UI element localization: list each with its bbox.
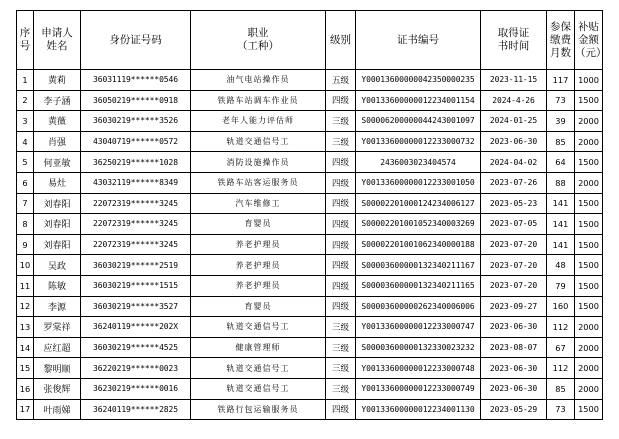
table-row [17, 234, 603, 255]
header-line: 证书编号 [397, 33, 439, 46]
header-line: 缴费 [550, 33, 571, 46]
header-line: 金额 [578, 33, 599, 46]
cell-months: 73 [547, 90, 575, 111]
cell-job: 健康管理师 [191, 337, 326, 358]
cell-level: 四级 [326, 234, 356, 255]
cell-amount: 1500 [575, 399, 603, 420]
cell-level: 四级 [326, 90, 356, 111]
cell-cert: S00003600000132340211167 [356, 255, 481, 276]
cell-amount: 1500 [575, 214, 603, 235]
cell-id: 36030219******3526 [81, 111, 191, 132]
cell-months: 112 [547, 317, 575, 338]
cell-job: 老年人能力评估师 [191, 111, 326, 132]
cell-seq: 11 [17, 275, 34, 296]
cell-job: 轨道交通信号工 [191, 378, 326, 399]
cell-seq: 4 [17, 131, 34, 152]
cell-level: 四级 [326, 172, 356, 193]
cell-name: 李子涵 [34, 90, 81, 111]
cell-date: 2024-4-26 [481, 90, 547, 111]
cell-id: 36230219******0016 [81, 378, 191, 399]
header-job [191, 11, 326, 70]
cell-job: 铁路车站调车作业员 [191, 90, 326, 111]
cell-level: 四级 [326, 296, 356, 317]
cell-seq: 12 [17, 296, 34, 317]
cell-id: 36240119******2825 [81, 399, 191, 420]
cell-seq: 1 [17, 70, 34, 91]
cell-name: 叶雨娣 [34, 399, 81, 420]
table-row [17, 193, 603, 214]
cell-id: 36030219******4525 [81, 337, 191, 358]
header-level [326, 11, 356, 70]
cell-level: 三级 [326, 317, 356, 338]
cell-date: 2024-04-02 [481, 152, 547, 173]
cell-amount: 1500 [575, 255, 603, 276]
cell-job: 养老护理员 [191, 255, 326, 276]
cell-amount: 2000 [575, 378, 603, 399]
table-row [17, 152, 603, 173]
cell-months: 85 [547, 378, 575, 399]
cell-cert: Y00133600000012233000747 [356, 317, 481, 338]
header-line: 书时间 [497, 40, 530, 52]
cell-date: 2023-07-05 [481, 214, 547, 235]
cell-name: 黎明顺 [34, 358, 81, 379]
cell-seq: 14 [17, 337, 34, 358]
cell-name: 肖强 [34, 131, 81, 152]
cell-job: 养老护理员 [191, 234, 326, 255]
cell-seq: 15 [17, 358, 34, 379]
cell-seq: 7 [17, 193, 34, 214]
table-row [17, 275, 603, 296]
cell-cert: S00006200000044243001097 [356, 111, 481, 132]
cell-id: 36030219******1515 [81, 275, 191, 296]
cell-months: 160 [547, 296, 575, 317]
cell-amount: 2000 [575, 358, 603, 379]
cell-level: 四级 [326, 214, 356, 235]
table-row [17, 399, 603, 420]
cell-months: 112 [547, 358, 575, 379]
cell-job: 养老护理员 [191, 275, 326, 296]
cell-amount: 1500 [575, 193, 603, 214]
cell-job: 油气电站操作员 [191, 70, 326, 91]
cell-months: 73 [547, 399, 575, 420]
cell-months: 141 [547, 234, 575, 255]
table-row [17, 358, 603, 379]
cell-job: 轨道交通信号工 [191, 358, 326, 379]
cell-cert: Y00133600000012234001154 [356, 90, 481, 111]
cell-cert: Y00133600000012233000749 [356, 378, 481, 399]
cell-id: 36030219******2519 [81, 255, 191, 276]
cell-cert: 2436003023404574 [356, 152, 481, 173]
cell-level: 四级 [326, 152, 356, 173]
cell-level: 三级 [326, 111, 356, 132]
cell-date: 2023-07-26 [481, 172, 547, 193]
cell-cert: Y00013600000042350000235 [356, 70, 481, 91]
cell-job: 铁路车站客运服务员 [191, 172, 326, 193]
table-row [17, 70, 603, 91]
cell-id: 36220219******0023 [81, 358, 191, 379]
cell-months: 88 [547, 172, 575, 193]
header-line: 级别 [330, 33, 351, 46]
header-line: 身份证号码 [109, 33, 162, 46]
cell-amount: 1500 [575, 275, 603, 296]
header-date [481, 11, 547, 70]
cell-id: 36050219******0918 [81, 90, 191, 111]
cell-cert: S00003600000132340211165 [356, 275, 481, 296]
table-row [17, 255, 603, 276]
cell-level: 三级 [326, 358, 356, 379]
header-amount [575, 11, 607, 70]
header-line: 月数 [550, 46, 571, 59]
cell-level: 三级 [326, 378, 356, 399]
cell-cert: Y00133600000012233000748 [356, 358, 481, 379]
table-row [17, 317, 603, 338]
cell-seq: 8 [17, 214, 34, 235]
cell-id: 22072319******3245 [81, 214, 191, 235]
header-line: 补贴 [578, 20, 599, 33]
cell-name: 罗棠祥 [34, 317, 81, 338]
cell-cert: S00002201001052340003269 [356, 214, 481, 235]
cell-level: 三级 [326, 337, 356, 358]
cell-job: 育婴员 [191, 296, 326, 317]
cell-name: 刘春阳 [34, 234, 81, 255]
cell-amount: 2000 [575, 337, 603, 358]
cell-date: 2023-07-20 [481, 275, 547, 296]
cell-amount: 1500 [575, 152, 603, 173]
cell-id: 43032119******8349 [81, 172, 191, 193]
cell-months: 85 [547, 131, 575, 152]
cell-name: 何亚敏 [34, 152, 81, 173]
cell-amount: 2000 [575, 131, 603, 152]
cell-date: 2023-06-30 [481, 317, 547, 338]
cell-date: 2023-05-29 [481, 399, 547, 420]
cell-id: 36030219******3527 [81, 296, 191, 317]
cell-job: 汽车维修工 [191, 193, 326, 214]
header-line: 职业 [247, 27, 269, 39]
header-id [81, 11, 191, 70]
header-line: （工种） [237, 40, 279, 52]
cell-date: 2023-05-23 [481, 193, 547, 214]
table-row [17, 111, 603, 132]
cell-date: 2024-01-25 [481, 111, 547, 132]
cell-months: 48 [547, 255, 575, 276]
cell-seq: 2 [17, 90, 34, 111]
cell-date: 2023-07-20 [481, 255, 547, 276]
cell-date: 2023-07-20 [481, 234, 547, 255]
cell-job: 消防设施操作员 [191, 152, 326, 173]
cell-cert: Y00133600000012233001050 [356, 172, 481, 193]
cell-months: 79 [547, 275, 575, 296]
cell-date: 2023-06-30 [481, 358, 547, 379]
cell-name: 应红超 [34, 337, 81, 358]
table-row [17, 214, 603, 235]
cell-id: 22072319******3245 [81, 193, 191, 214]
cell-amount: 1500 [575, 234, 603, 255]
cell-amount: 1500 [575, 90, 603, 111]
cell-cert: Y00133600000012233000732 [356, 131, 481, 152]
cell-date: 2023-09-27 [481, 296, 547, 317]
cell-level: 四级 [326, 275, 356, 296]
cell-name: 黄莉 [34, 70, 81, 91]
header-line: 姓名 [46, 40, 68, 52]
cell-job: 育婴员 [191, 214, 326, 235]
cell-name: 张俊辉 [34, 378, 81, 399]
subsidy-table [16, 10, 607, 420]
cell-months: 117 [547, 70, 575, 91]
cell-amount: 2000 [575, 172, 603, 193]
header-line: 参保 [550, 20, 571, 33]
table-row [17, 296, 603, 317]
header-line: （元） [575, 46, 607, 59]
cell-cert: S00002201001062340000188 [356, 234, 481, 255]
cell-id: 36250219******1028 [81, 152, 191, 173]
cell-seq: 10 [17, 255, 34, 276]
header-seq [17, 11, 34, 70]
cell-date: 2023-11-15 [481, 70, 547, 91]
cell-seq: 3 [17, 111, 34, 132]
cell-seq: 13 [17, 317, 34, 338]
cell-name: 易灶 [34, 172, 81, 193]
cell-level: 四级 [326, 255, 356, 276]
cell-seq: 16 [17, 378, 34, 399]
cell-name: 刘春阳 [34, 214, 81, 235]
header-line: 号 [19, 40, 31, 52]
cell-amount: 2000 [575, 111, 603, 132]
cell-job: 轨道交通信号工 [191, 131, 326, 152]
cell-name: 吴政 [34, 255, 81, 276]
table-body [17, 70, 603, 420]
cell-date: 2023-08-07 [481, 337, 547, 358]
cell-name: 李源 [34, 296, 81, 317]
cell-seq: 17 [17, 399, 34, 420]
cell-seq: 6 [17, 172, 34, 193]
cell-id: 36240119******202X [81, 317, 191, 338]
cell-months: 39 [547, 111, 575, 132]
cell-name: 刘春阳 [34, 193, 81, 214]
cell-name: 黄薇 [34, 111, 81, 132]
cell-amount: 1500 [575, 296, 603, 317]
table-row [17, 378, 603, 399]
cell-job: 铁路行包运输服务员 [191, 399, 326, 420]
header-line: 申请人 [41, 27, 73, 39]
cell-months: 141 [547, 193, 575, 214]
cell-id: 43040719******0572 [81, 131, 191, 152]
header-cert [356, 11, 481, 70]
cell-months: 141 [547, 214, 575, 235]
cell-date: 2023-06-30 [481, 378, 547, 399]
header-months [547, 11, 575, 70]
cell-amount: 1000 [575, 70, 603, 91]
header-line: 序 [19, 27, 31, 39]
header-name [34, 11, 81, 70]
cell-months: 67 [547, 337, 575, 358]
cell-cert: Y00133600000012234001130 [356, 399, 481, 420]
cell-level: 四级 [326, 193, 356, 214]
cell-cert: S00003600000132330023232 [356, 337, 481, 358]
cell-level: 三级 [326, 131, 356, 152]
table-row [17, 337, 603, 358]
cell-level: 五级 [326, 70, 356, 91]
cell-name: 陈敏 [34, 275, 81, 296]
cell-amount: 2000 [575, 317, 603, 338]
table-row [17, 172, 603, 193]
table-row [17, 131, 603, 152]
cell-job: 轨道交通信号工 [191, 317, 326, 338]
cell-cert: S00003600000262340006006 [356, 296, 481, 317]
cell-id: 36031119******0546 [81, 70, 191, 91]
cell-date: 2023-06-30 [481, 131, 547, 152]
header-line: 取得证 [497, 27, 530, 39]
cell-seq: 9 [17, 234, 34, 255]
cell-level: 四级 [326, 399, 356, 420]
cell-seq: 5 [17, 152, 34, 173]
cell-id: 22072319******3245 [81, 234, 191, 255]
header-row [17, 11, 603, 70]
table-row [17, 90, 603, 111]
cell-months: 64 [547, 152, 575, 173]
cell-cert: S00002201000124234006127 [356, 193, 481, 214]
